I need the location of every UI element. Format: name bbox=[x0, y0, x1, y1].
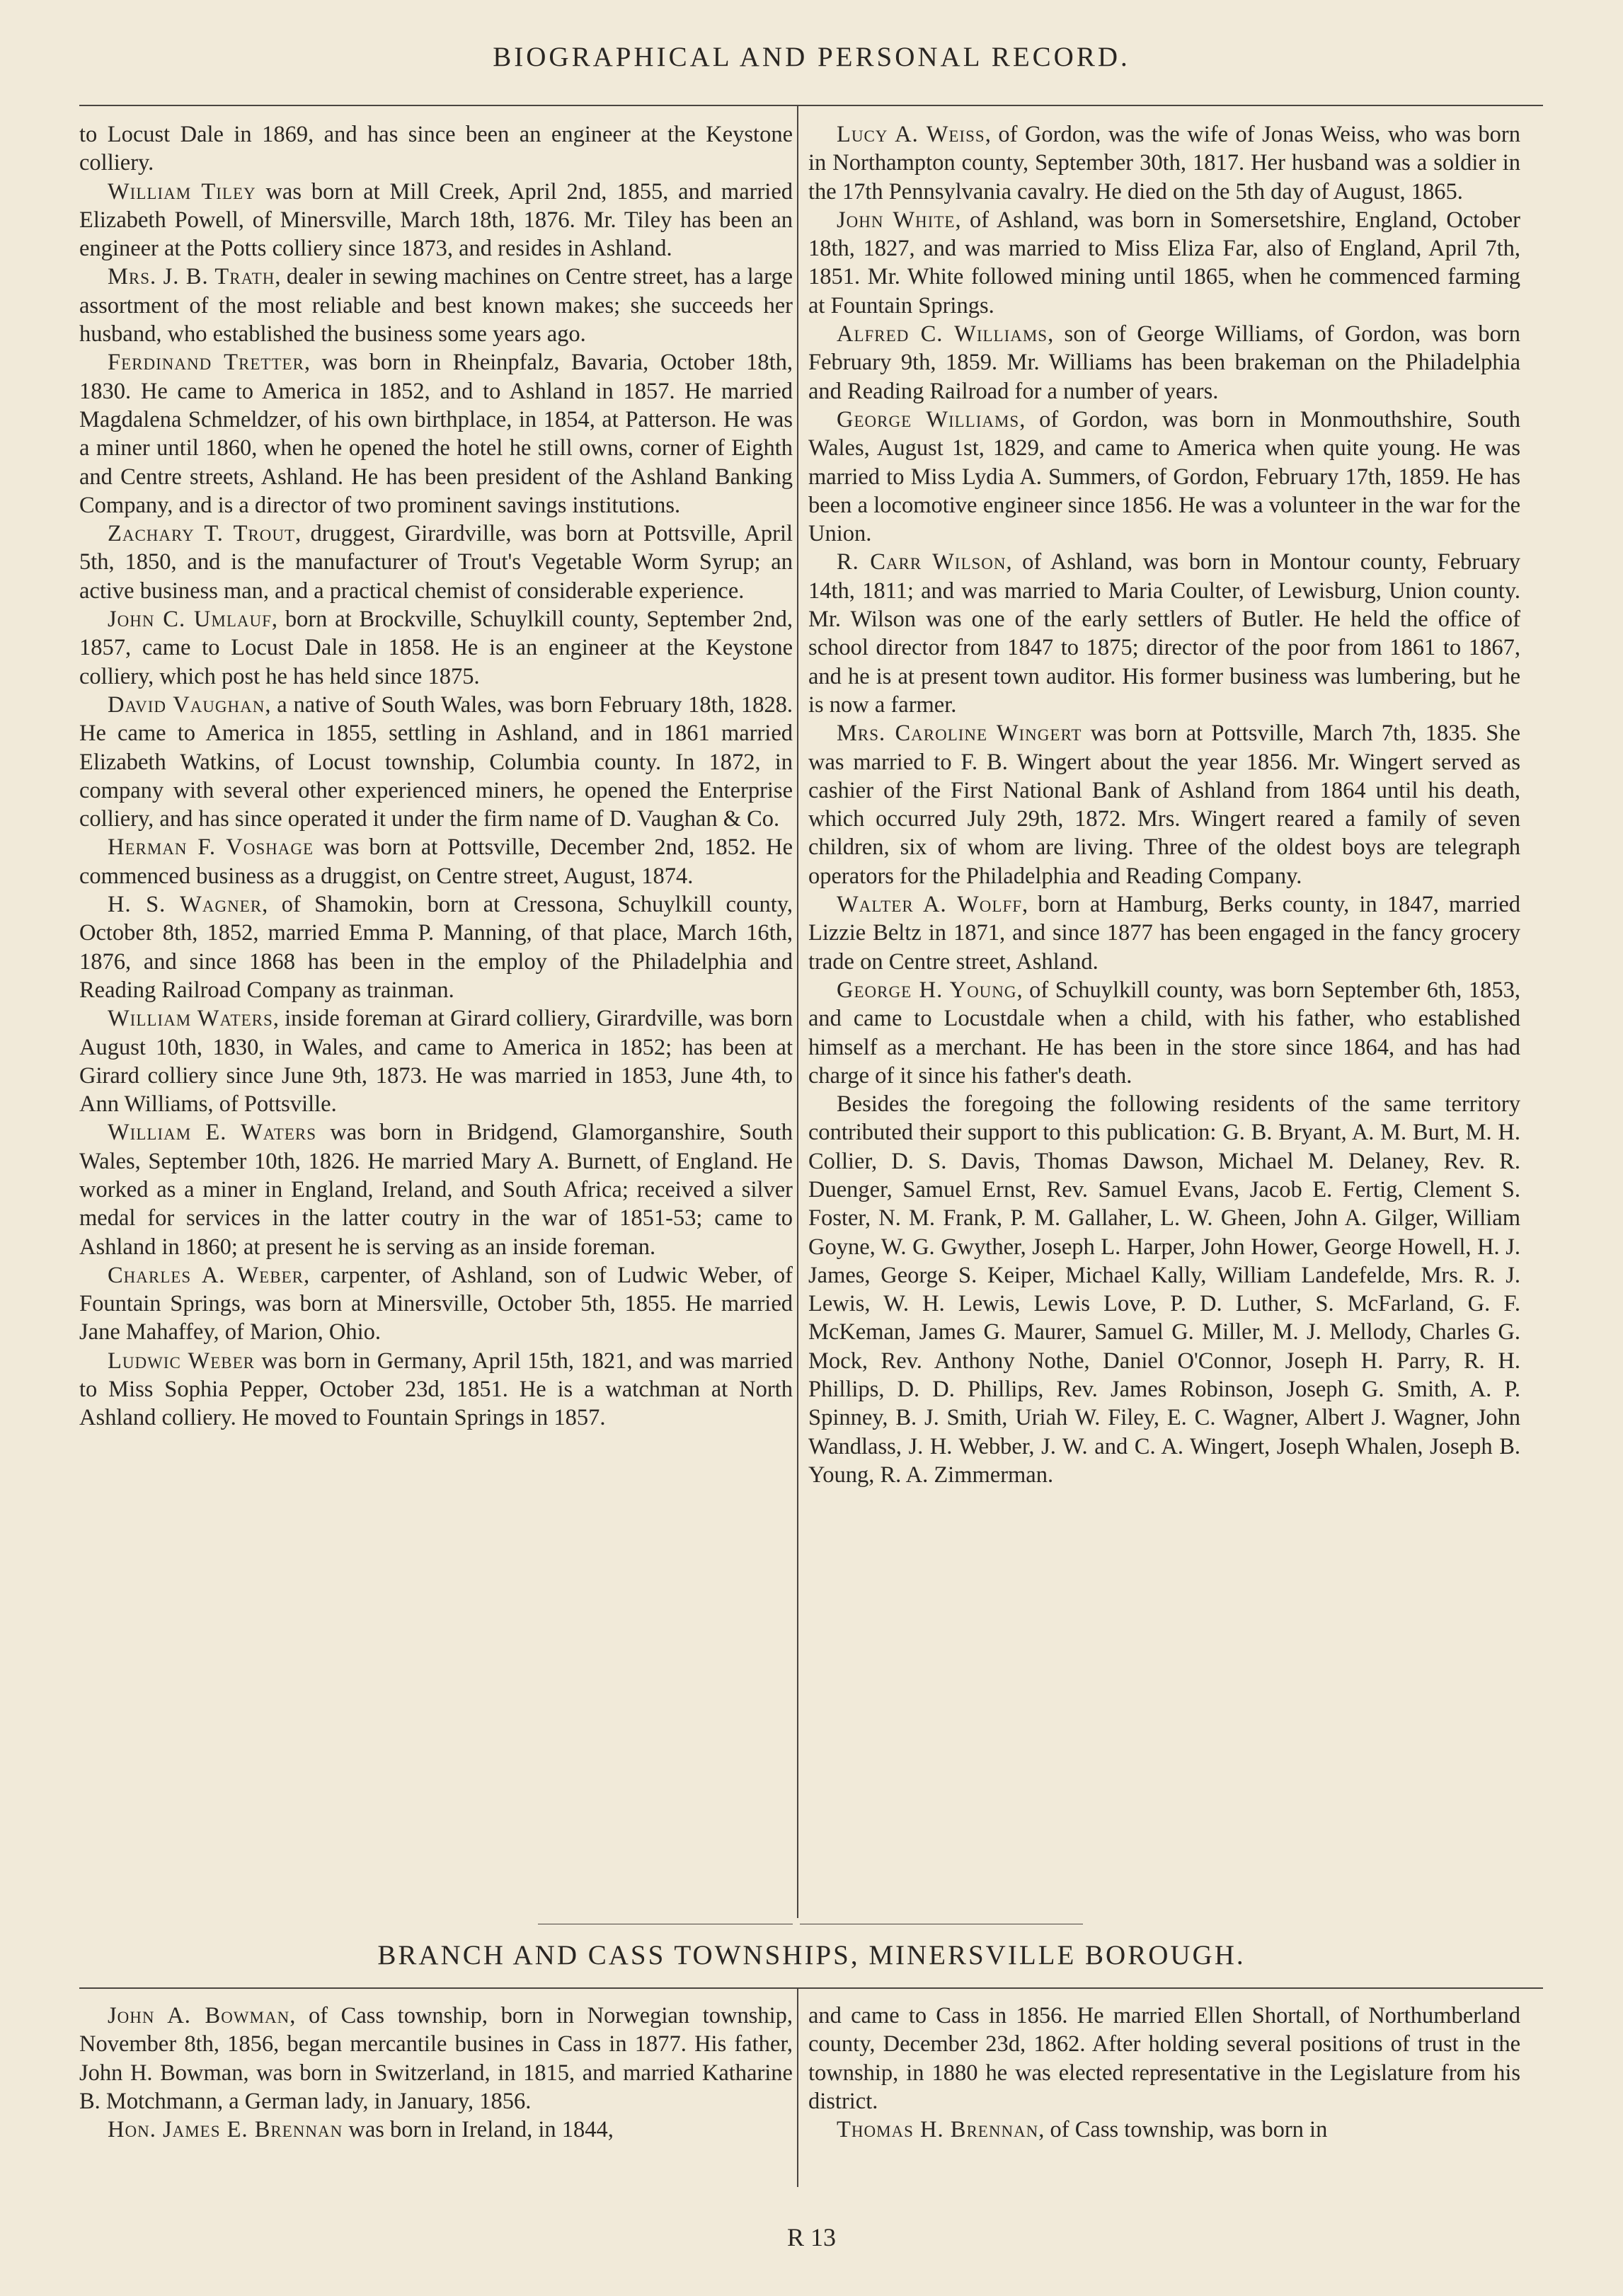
entry-paragraph bbox=[79, 178, 793, 263]
entry-paragraph bbox=[79, 890, 793, 1004]
entry-text: , of Shamokin, born at Cressona, Schuylkill county, October 8th, 1852, married Emma P. Manning, of that place, March 16th, 1876, and since 1868 has been in the employ of the Philadelphia and Reading Railroad Company as trainman. bbox=[79, 892, 793, 1003]
entry-text: , son of George Williams, of Gordon, was born February 9th, 1859. Mr. Williams has been brakeman on the Philadelphia and Reading Railroad for a number of years. bbox=[808, 321, 1520, 404]
entry-paragraph bbox=[808, 548, 1520, 719]
entry-paragraph bbox=[808, 120, 1520, 206]
entry-text: , of Gordon, was born in Monmouthshire, South Wales, August 1st, 1829, and came to America when quite young. He was married to Miss Lydia A. Summers, of Gordon, February 17th, 1859. He has been a locomotive engineer since 1856. He was a volunteer in the war for the Union. bbox=[808, 406, 1520, 547]
entry-paragraph bbox=[808, 320, 1520, 406]
entry-text: , druggest, Girardville, was born at Pottsville, April 5th, 1850, and is the manufacturer of Trout's Vegetable Worm Syrup; an active business man, and a practical chemist of considerable experience. bbox=[79, 521, 793, 604]
entry-name: Ludwic Weber bbox=[108, 1348, 255, 1374]
bottom-right-column bbox=[808, 2002, 1520, 2144]
entry-text: , was born in Rheinpfalz, Bavaria, October 18th, 1830. He came to America in 1852, and to Ashland in 1857. He married Magdalena Schmeldzer, of his own birthplace, in 1854, at Patterson. He was a miner until 1860, when he opened the hotel he still owns, corner of Eighth and Centre streets, Ashland. He has been president of the Ashland Banking Company, and is a director of two prominent savings institutions. bbox=[79, 350, 793, 518]
entry-text: , of Cass township, born in Norwegian township, November 8th, 1856, began mercantile busines in Cass in 1877. His father, John H. Bowman, was born in Switzerland, in 1815, and married Katharine B. Motchmann, a German lady, in January, 1856. bbox=[79, 2003, 793, 2114]
entry-paragraph bbox=[79, 605, 793, 691]
entry-paragraph bbox=[79, 1118, 793, 1261]
entry-paragraph bbox=[808, 890, 1520, 976]
right-column bbox=[808, 120, 1520, 1489]
entry-name: Mrs. J. B. Trath bbox=[108, 264, 275, 290]
column-divider bbox=[797, 106, 798, 1918]
entry-text: , of Schuylkill county, was born September 6th, 1853, and came to Locustdale when a child, with his father, who established himself as a merchant. He has been in the store since 1864, and has had charge of it since his father's death. bbox=[808, 977, 1520, 1089]
contributors-paragraph bbox=[808, 1090, 1520, 1489]
entry-text: was born in Bridgend, Glamorganshire, South Wales, September 10th, 1826. He married Mary A. Burnett, of England. He worked as a miner in England, Ireland, and South Africa; received a silver medal for services in the latter coutry in the war of 1851-53; came to Ashland in 1860; at present he is serving as an inside foreman. bbox=[79, 1120, 793, 1260]
entry-paragraph bbox=[79, 2002, 793, 2116]
entry-paragraph bbox=[79, 348, 793, 520]
section-title: BRANCH AND CASS TOWNSHIPS, MINERSVILLE BOROUGH. bbox=[377, 1940, 1246, 1970]
entry-text: , of Cass township, was born in bbox=[1038, 2117, 1328, 2143]
entry-text: was born at Pottsville, December 2nd, 1852. He commenced business as a druggist, on Centre street, August, 1874. bbox=[79, 834, 793, 889]
entry-paragraph bbox=[79, 2116, 793, 2144]
entry-text: was born in Ireland, in 1844, bbox=[343, 2117, 614, 2143]
entry-name: Walter A. Wolff bbox=[837, 892, 1022, 918]
entry-name: David Vaughan bbox=[108, 691, 265, 718]
entry-name: R. Carr Wilson bbox=[837, 549, 1007, 575]
entry-name: Mrs. Caroline Wingert bbox=[837, 721, 1082, 747]
entry-name: Zachary T. Trout bbox=[108, 521, 296, 547]
entry-paragraph bbox=[79, 691, 793, 833]
entry-name: H. S. Wagner bbox=[108, 892, 263, 918]
entry-text: to Locust Dale in 1869, and has since been an engineer at the Keystone colliery. bbox=[79, 122, 793, 176]
entry-paragraph bbox=[79, 1261, 793, 1347]
entry-paragraph bbox=[79, 520, 793, 605]
page-header: BIOGRAPHICAL AND PERSONAL RECORD. bbox=[493, 42, 1130, 72]
entry-name: Alfred C. Williams bbox=[837, 321, 1048, 348]
entry-paragraph bbox=[79, 120, 793, 178]
entry-name: Charles A. Weber bbox=[108, 1262, 304, 1288]
entry-name: Lucy A. Weiss bbox=[837, 122, 985, 147]
entry-name: John C. Umlauf bbox=[108, 607, 272, 633]
entry-text: was born at Mill Creek, April 2nd, 1855, and married Elizabeth Powell, of Minersville, March 18th, 1876. Mr. Tiley has been an engineer at the Potts colliery since 1873, and resides in Ashland. bbox=[79, 178, 793, 262]
entry-text: , of Ashland, was born in Montour county, February 14th, 1811; and was married to Maria Coulter, of Lewisburg, Union county. Mr. Wilson was one of the early settlers of Butler. He held the office of school director from 1847 to 1875; director of the poor from 1861 to 1867, and he is at present town auditor. His former business was lumbering, but he is now a farmer. bbox=[808, 549, 1520, 718]
left-column bbox=[79, 120, 793, 1433]
entry-paragraph bbox=[808, 719, 1520, 890]
entry-text: , born at Brockville, Schuylkill county, September 2nd, 1857, came to Locust Dale in 1858. He is an engineer at the Keystone colliery, which post he has held since 1875. bbox=[79, 607, 793, 689]
entry-paragraph bbox=[808, 406, 1520, 548]
entry-paragraph bbox=[808, 2002, 1520, 2116]
entry-paragraph bbox=[808, 206, 1520, 320]
entry-paragraph bbox=[79, 833, 793, 890]
entry-name: John White bbox=[837, 207, 956, 233]
entry-text: , of Gordon, was the wife of Jonas Weiss, who was born in Northampton county, September 30th, 1817. Her husband was a soldier in the 17th Pennsylvania cavalry. He died on the 5th day of August, 1865. bbox=[808, 122, 1520, 205]
entry-text: , dealer in sewing machines on Centre street, has a large assortment of the most reliable and best known makes; she succeeds her husband, who established the business some years ago. bbox=[79, 264, 793, 348]
entry-name: William Waters bbox=[108, 1006, 273, 1032]
entry-paragraph bbox=[79, 263, 793, 348]
header-rule bbox=[79, 105, 1543, 106]
entry-name: William Tiley bbox=[108, 178, 256, 205]
entry-name: Hon. James E. Brennan bbox=[108, 2117, 343, 2143]
entry-text: , carpenter, of Ashland, son of Ludwic Weber, of Fountain Springs, was born at Minersville, October 5th, 1855. He married Jane Mahaffey, of Marion, Ohio. bbox=[79, 1262, 793, 1345]
entry-name: Ferdinand Tretter bbox=[108, 350, 304, 376]
bottom-left-column bbox=[79, 2002, 793, 2144]
entry-paragraph bbox=[79, 1004, 793, 1118]
entry-text: , a native of South Wales, was born February 18th, 1828. He came to America in 1855, settling in Ashland, and in 1861 married Elizabeth Watkins, of Locust township, Columbia county. In 1872, in company with several other experienced miners, he opened the Enterprise colliery, and has since operated it under the firm name of D. Vaughan & Co. bbox=[79, 691, 793, 832]
entry-name: William E. Waters bbox=[108, 1120, 317, 1146]
entry-text: , inside foreman at Girard colliery, Girardville, was born August 10th, 1830, in Wales, and came to America in 1852; has been at Girard colliery since June 9th, 1873. He was married in 1853, June 4th, to Ann Williams, of Pottsville. bbox=[79, 1006, 793, 1118]
entry-paragraph bbox=[808, 2116, 1520, 2144]
entry-name: Thomas H. Brennan bbox=[837, 2117, 1039, 2143]
entry-paragraph bbox=[808, 976, 1520, 1090]
entry-name: George H. Young bbox=[837, 977, 1017, 1003]
entry-name: John A. Bowman bbox=[108, 2003, 290, 2028]
entry-text: , born at Hamburg, Berks county, in 1847, married Lizzie Beltz in 1871, and since 1877 has been engaged in the fancy grocery trade on Centre street, Ashland. bbox=[808, 892, 1520, 975]
entry-name: George Williams bbox=[837, 406, 1020, 432]
entry-text: was born in Germany, April 15th, 1821, and was married to Miss Sophia Pepper, October 23d, 1851. He is a watchman at North Ashland colliery. He moved to Fountain Springs in 1857. bbox=[79, 1348, 793, 1431]
section-title-rule bbox=[79, 1987, 1543, 1989]
entry-text: was born at Pottsville, March 7th, 1835. She was married to F. B. Wingert about the year 1856. Mr. Wingert served as cashier of the First National Bank of Ashland from 1864 until his death, which occurred July 29th, 1872. Mrs. Wingert reared a family of seven children, six of whom are living. Three of the oldest boys are telegraph operators for the Philadelphia and Reading Company. bbox=[808, 721, 1520, 889]
entry-text: Besides the foregoing the following residents of the same territory contributed their support to this publication: G. B. Bryant, A. M. Burt, M. H. Collier, D. S. Davis, Thomas Dawson, Michael M. Delaney, Rev. R. Duenger, Samuel Ernst, Rev. Samuel Evans, Jacob E. Fertig, Clement S. Foster, N. M. Frank, P. M. Gallaher, L. W. Gheen, John A. Gilger, William Goyne, W. G. Gwyther, Joseph L. Harper, John Hower, George Howell, H. J. James, George S. Keiper, Michael Kally, William Landefelde, Mrs. R. J. Lewis, W. H. Lewis, Lewis Love, P. D. Luther, S. McFarland, G. F. McKeman, James G. Maurer, Samuel G. Miller, M. J. Mellody, Charles G. Mock, Rev. Anthony Nothe, Daniel O'Connor, Joseph H. Parry, R. H. Phillips, D. D. Phillips, Rev. James Robinson, Joseph G. Smith, A. P. Spinney, B. J. Smith, Uriah W. Filey, E. C. Wagner, Albert J. Wagner, John Wandlass, J. H. Webber, J. W. and C. A. Wingert, Joseph Whalen, Joseph B. Young, R. A. Zimmerman. bbox=[808, 1091, 1520, 1488]
entry-text: , of Ashland, was born in Somersetshire, England, October 18th, 1827, and was married to Miss Eliza Far, also of England, April 7th, 1851. Mr. White followed mining until 1865, when he commenced farming at Fountain Springs. bbox=[808, 207, 1521, 318]
bottom-column-divider bbox=[797, 1989, 798, 2187]
entry-name: Herman F. Voshage bbox=[108, 834, 314, 861]
entry-text: and came to Cass in 1856. He married Ellen Shortall, of Northumberland county, December 23d, 1862. After holding several positions of trust in the township, in 1880 he was elected representative in the Legislature from his district. bbox=[808, 2003, 1520, 2114]
page-number: R 13 bbox=[786, 2223, 836, 2251]
entry-paragraph bbox=[79, 1347, 793, 1433]
